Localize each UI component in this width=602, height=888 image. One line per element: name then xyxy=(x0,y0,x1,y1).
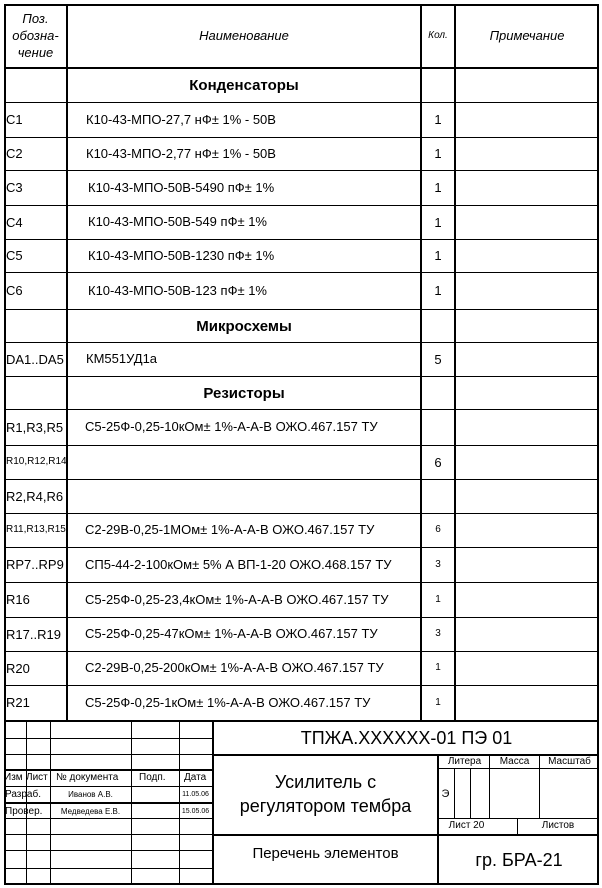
element-name: С5-25Ф-0,25-47кОм± 1%-А-А-В ОЖО.467.157 ТУ xyxy=(85,626,378,641)
stamp-row-line xyxy=(437,818,599,819)
position-designator: RP7..RP9 xyxy=(6,557,64,572)
section-title: Резисторы xyxy=(203,384,285,402)
litera-value: Э xyxy=(441,788,450,800)
position-designator: R17..R19 xyxy=(6,626,61,642)
element-name: С2-29В-0,25-200кОм± 1%-А-А-В ОЖО.467.157 ТУ xyxy=(85,660,384,675)
row-line xyxy=(4,445,599,446)
position-designator: DA1..DA5 xyxy=(6,351,64,367)
element-name: К10-43-МПО-50В-5490 пФ± 1% xyxy=(88,179,275,195)
header-note: Примечание xyxy=(489,28,565,43)
position-designator: C1 xyxy=(6,112,23,127)
position-designator: R20 xyxy=(6,660,30,676)
element-quantity: 1 xyxy=(434,146,442,161)
header-position: обозна- xyxy=(12,28,59,43)
stamp-role: Провер. xyxy=(5,806,43,817)
stamp-row-line xyxy=(4,818,212,819)
element-quantity: 1 xyxy=(434,180,442,195)
element-quantity: 5 xyxy=(434,351,442,367)
stamp-col-list: Лист xyxy=(26,772,48,783)
stamp-col-line xyxy=(470,768,471,818)
row-line xyxy=(4,272,599,273)
row-line xyxy=(4,651,599,652)
stamp-col-doc: № документа xyxy=(56,772,119,783)
element-quantity: 1 xyxy=(434,112,442,127)
element-name: К10-43-МПО-50В-549 пФ± 1% xyxy=(88,214,267,229)
element-name: К10-43-МПО-50В-1230 пФ± 1% xyxy=(88,247,275,263)
position-designator: C2 xyxy=(6,146,23,161)
element-quantity: 3 xyxy=(435,628,441,639)
sheet-number: Лист 20 xyxy=(448,820,485,831)
scale-label: Масштаб xyxy=(548,756,591,767)
element-name: КМ551УД1а xyxy=(86,351,158,366)
row-line xyxy=(4,617,599,618)
stamp-person: Медведева Е.В. xyxy=(60,807,121,816)
header-position: чение xyxy=(17,45,54,60)
element-quantity: 1 xyxy=(435,696,441,708)
stamp-row-line xyxy=(212,834,599,836)
stamp-role: Разраб. xyxy=(5,789,42,800)
row-line xyxy=(4,685,599,686)
element-quantity: 6 xyxy=(435,524,441,535)
row-line xyxy=(4,547,599,548)
mass-label: Масса xyxy=(499,756,530,767)
group-name: гр. БРА-21 xyxy=(475,850,563,870)
stamp-row-line xyxy=(4,850,212,851)
row-line xyxy=(4,513,599,514)
stamp-col-izm: Изм xyxy=(4,772,23,783)
section-title: Микросхемы xyxy=(196,317,292,335)
element-name: К10-43-МПО-27,7 нФ± 1% - 50В xyxy=(86,111,276,127)
stamp-col-line xyxy=(179,721,180,885)
stamp-date: 11.05.06 xyxy=(182,791,209,798)
row-line xyxy=(4,239,599,240)
stamp-row-line xyxy=(4,754,212,755)
row-line xyxy=(4,205,599,206)
element-quantity: 1 xyxy=(434,283,442,298)
header-quantity: Кол. xyxy=(428,30,448,41)
stamp-row-line xyxy=(437,768,599,769)
position-designator: C4 xyxy=(6,214,23,230)
position-designator: C5 xyxy=(6,248,23,263)
position-designator: C3 xyxy=(6,180,23,195)
element-quantity: 1 xyxy=(434,214,442,230)
stamp-row-line xyxy=(4,802,212,804)
product-title: Усилитель с xyxy=(274,772,377,792)
stamp-row-line xyxy=(4,834,212,835)
product-title: регулятором тембра xyxy=(239,796,412,816)
stamp-row-line xyxy=(4,868,212,869)
row-line xyxy=(4,309,599,310)
stamp-person: Иванов А.В. xyxy=(68,790,113,799)
element-quantity: 1 xyxy=(435,662,441,673)
row-line xyxy=(4,137,599,138)
stamp-col-line xyxy=(131,721,132,885)
position-designator: R10,R12,R14 xyxy=(6,456,67,467)
row-line xyxy=(4,376,599,377)
section-title: Конденсаторы xyxy=(189,76,299,94)
header-position: Поз. xyxy=(22,11,49,26)
row-line xyxy=(4,720,599,722)
element-name: К10-43-МПО-50В-123 пФ± 1% xyxy=(88,282,267,298)
stamp-col-date: Дата xyxy=(184,772,207,783)
stamp-row-line xyxy=(212,754,599,756)
row-line xyxy=(4,102,599,103)
stamp-col-sign: Подп. xyxy=(139,772,166,783)
sheets-count-label: Листов xyxy=(541,820,575,831)
position-designator: R2,R4,R6 xyxy=(6,488,64,504)
stamp-col-line xyxy=(26,721,27,885)
document-designation: ТПЖА.XXXXXX-01 ПЭ 01 xyxy=(300,728,513,748)
element-quantity: 6 xyxy=(434,454,442,470)
document-type: Перечень элементов xyxy=(252,845,399,862)
element-name: К10-43-МПО-2,77 нФ± 1% - 50В xyxy=(86,145,276,161)
column-divider xyxy=(66,4,68,721)
row-line xyxy=(4,170,599,171)
row-line xyxy=(4,479,599,480)
stamp-col-line xyxy=(50,721,51,885)
litera-label: Литера xyxy=(447,756,482,767)
stamp-row-line xyxy=(4,738,212,739)
stamp-row-line xyxy=(4,769,212,771)
position-designator: C6 xyxy=(6,283,23,298)
element-name: С5-25Ф-0,25-10кОм± 1%-А-А-В ОЖО.467.157 ТУ xyxy=(85,419,378,434)
element-name: С5-25Ф-0,25-1кОм± 1%-А-А-В ОЖО.467.157 ТУ xyxy=(85,694,371,710)
row-line xyxy=(4,409,599,410)
header-name: Наименование xyxy=(199,28,289,43)
row-line xyxy=(4,67,599,69)
element-name: С5-25Ф-0,25-23,4кОм± 1%-А-А-В ОЖО.467.157 ТУ xyxy=(85,591,389,607)
element-quantity: 3 xyxy=(435,558,441,570)
element-name: С2-29В-0,25-1МОм± 1%-А-А-В ОЖО.467.157 ТУ xyxy=(85,522,375,537)
row-line xyxy=(4,342,599,343)
stamp-row-line xyxy=(4,786,212,787)
stamp-col-line xyxy=(454,768,455,818)
position-designator: R11,R13,R15 xyxy=(6,524,66,535)
element-name: СП5-44-2-100кОм± 5% А ВП-1-20 ОЖО.468.157 ТУ xyxy=(85,556,392,572)
position-designator: R16 xyxy=(6,592,30,607)
position-designator: R1,R3,R5 xyxy=(6,419,64,435)
element-quantity: 1 xyxy=(435,593,441,605)
position-designator: R21 xyxy=(6,695,30,710)
element-quantity: 1 xyxy=(434,248,442,263)
stamp-date: 15.05.06 xyxy=(181,808,210,815)
row-line xyxy=(4,582,599,583)
